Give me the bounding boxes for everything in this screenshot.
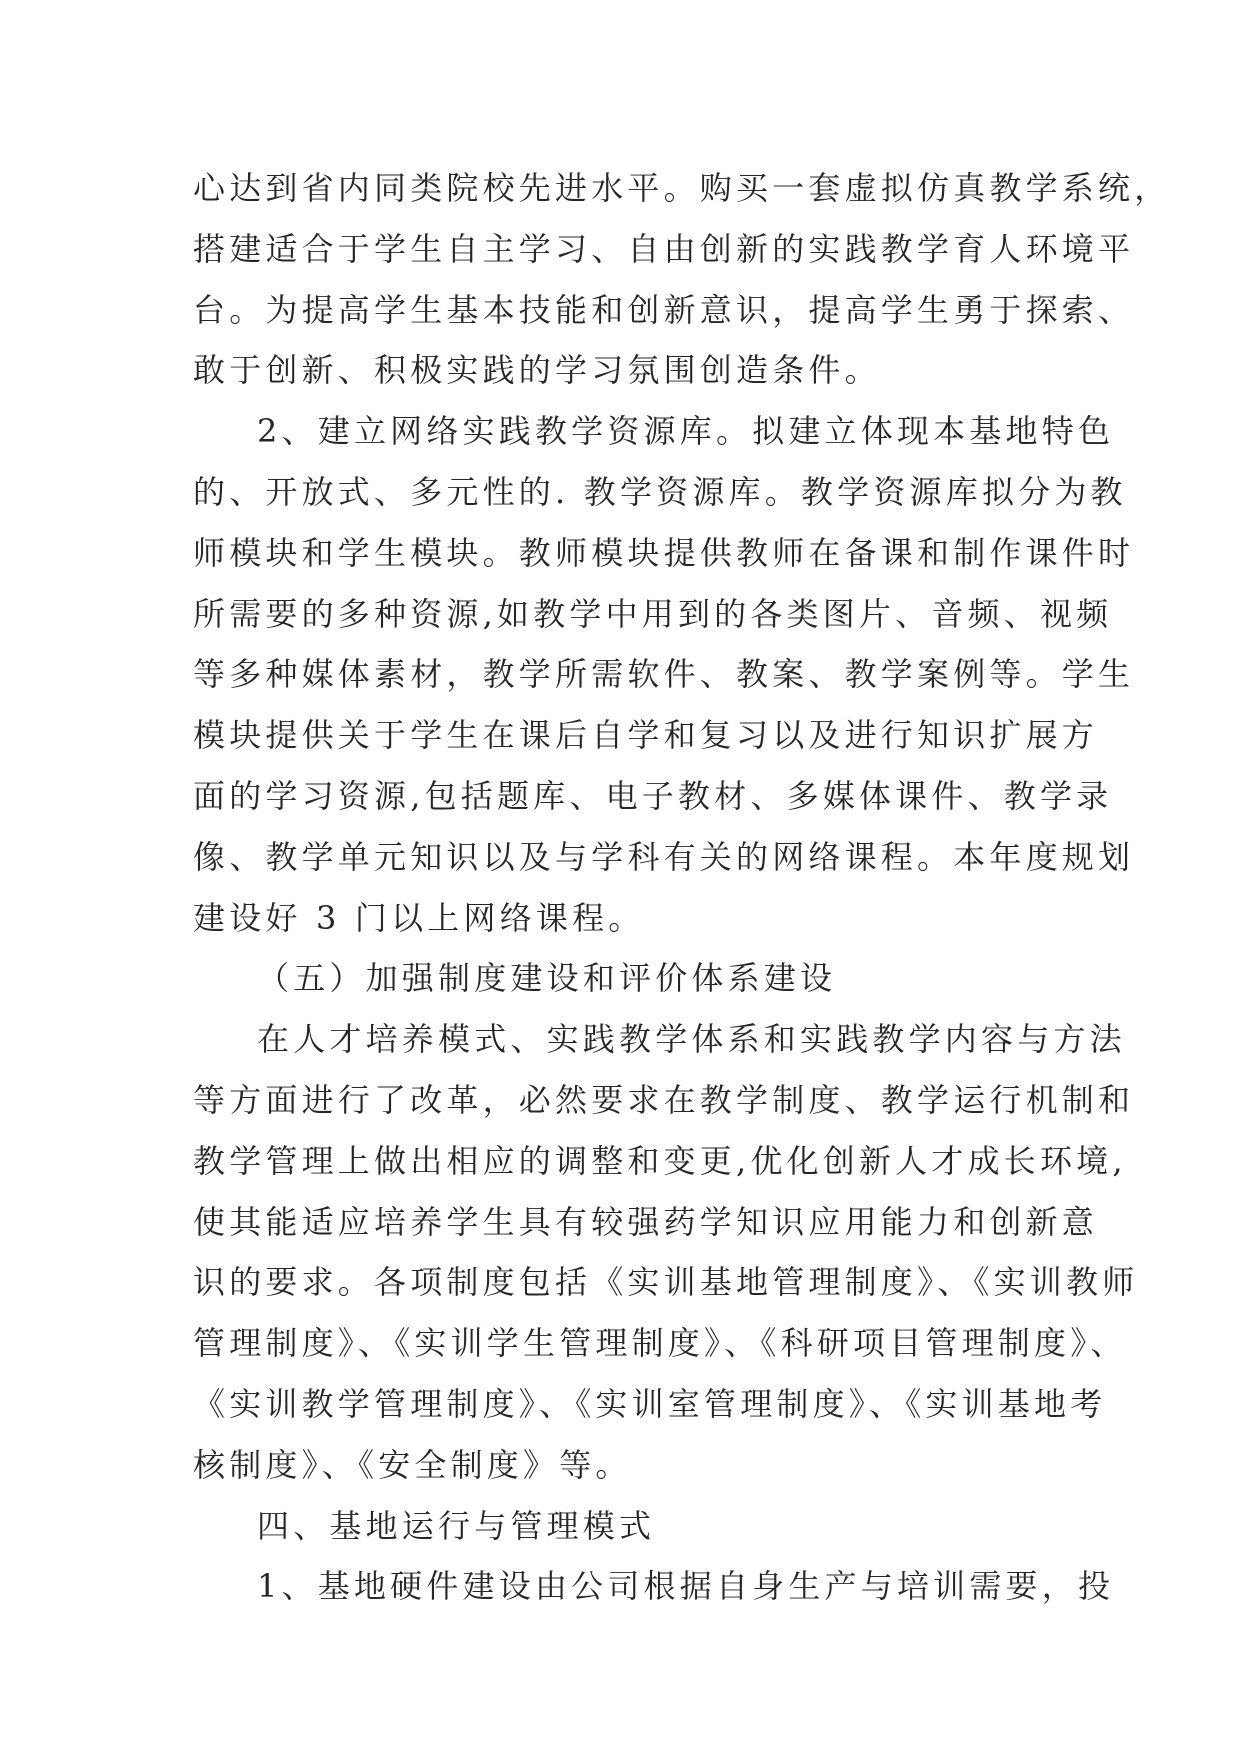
paragraph-line: 管理制度》、《实训学生管理制度》、《科研项目管理制度》、 [193,1324,1127,1363]
paragraph-line: 核制度》、《安全制度》等。 [193,1445,632,1484]
document-body [193,158,1171,1617]
paragraph-line: 2、建立网络实践教学资源库。拟建立体现本基地特色 [257,412,1115,451]
paragraph-line: 敢于创新、积极实践的学习氛围创造条件。 [193,351,881,390]
paragraph-line: 面的学习资源,包括题库、电子教材、多媒体课件、教学录 [193,776,1113,815]
paragraph-line: 等多种媒体素材，教学所需软件、教案、教学案例等。学生 [193,655,1135,694]
paragraph-line: 1、基地硬件建设由公司根据自身生产与培训需要，投 [257,1567,1115,1606]
paragraph-line: 像、教学单元知识以及与学科有关的网络课程。本年度规划 [193,837,1135,876]
paragraph-line: 台。为提高学生基本技能和创新意识，提高学生勇于探索、 [193,290,1135,329]
paragraph-line: 心达到省内同类院校先进水平。购买一套虚拟仿真教学系统， [193,169,1171,207]
paragraph-line: 模块提供关于学生在课后自学和复习以及进行知识扩展方 [193,716,1099,755]
paragraph-line: 等方面进行了改革，必然要求在教学制度、教学运行机制和 [193,1080,1135,1119]
section-heading: （五）加强制度建设和评价体系建设 [257,959,837,998]
paragraph-line: 所需要的多种资源,如教学中用到的各类图片、音频、视频 [193,594,1113,633]
paragraph-line: 搭建适合于学生自主学习、自由创新的实践教学育人环境平 [193,229,1135,268]
paragraph-line: 的、开放式、多元性的. 教学资源库。教学资源库拟分为教 [193,472,1127,511]
paragraph-line: 教学管理上做出相应的调整和变更,优化创新人才成长环境, [193,1141,1127,1180]
paragraph-line: 建设好 3 门以上网络课程。 [193,898,645,937]
section-heading: 四、基地运行与管理模式 [257,1506,656,1545]
paragraph-line: 识的要求。各项制度包括《实训基地管理制度》、《实训教师 [193,1263,1139,1302]
paragraph-line: 师模块和学生模块。教师模块提供教师在备课和制作课件时 [193,533,1135,572]
paragraph-line: 在人才培养模式、实践教学体系和实践教学内容与方法 [257,1020,1126,1059]
paragraph-line: 《实训教学管理制度》、《实训室管理制度》、《实训基地考 [193,1384,1107,1423]
paragraph-line: 使其能适应培养学生具有较强药学知识应用能力和创新意 [193,1202,1099,1241]
